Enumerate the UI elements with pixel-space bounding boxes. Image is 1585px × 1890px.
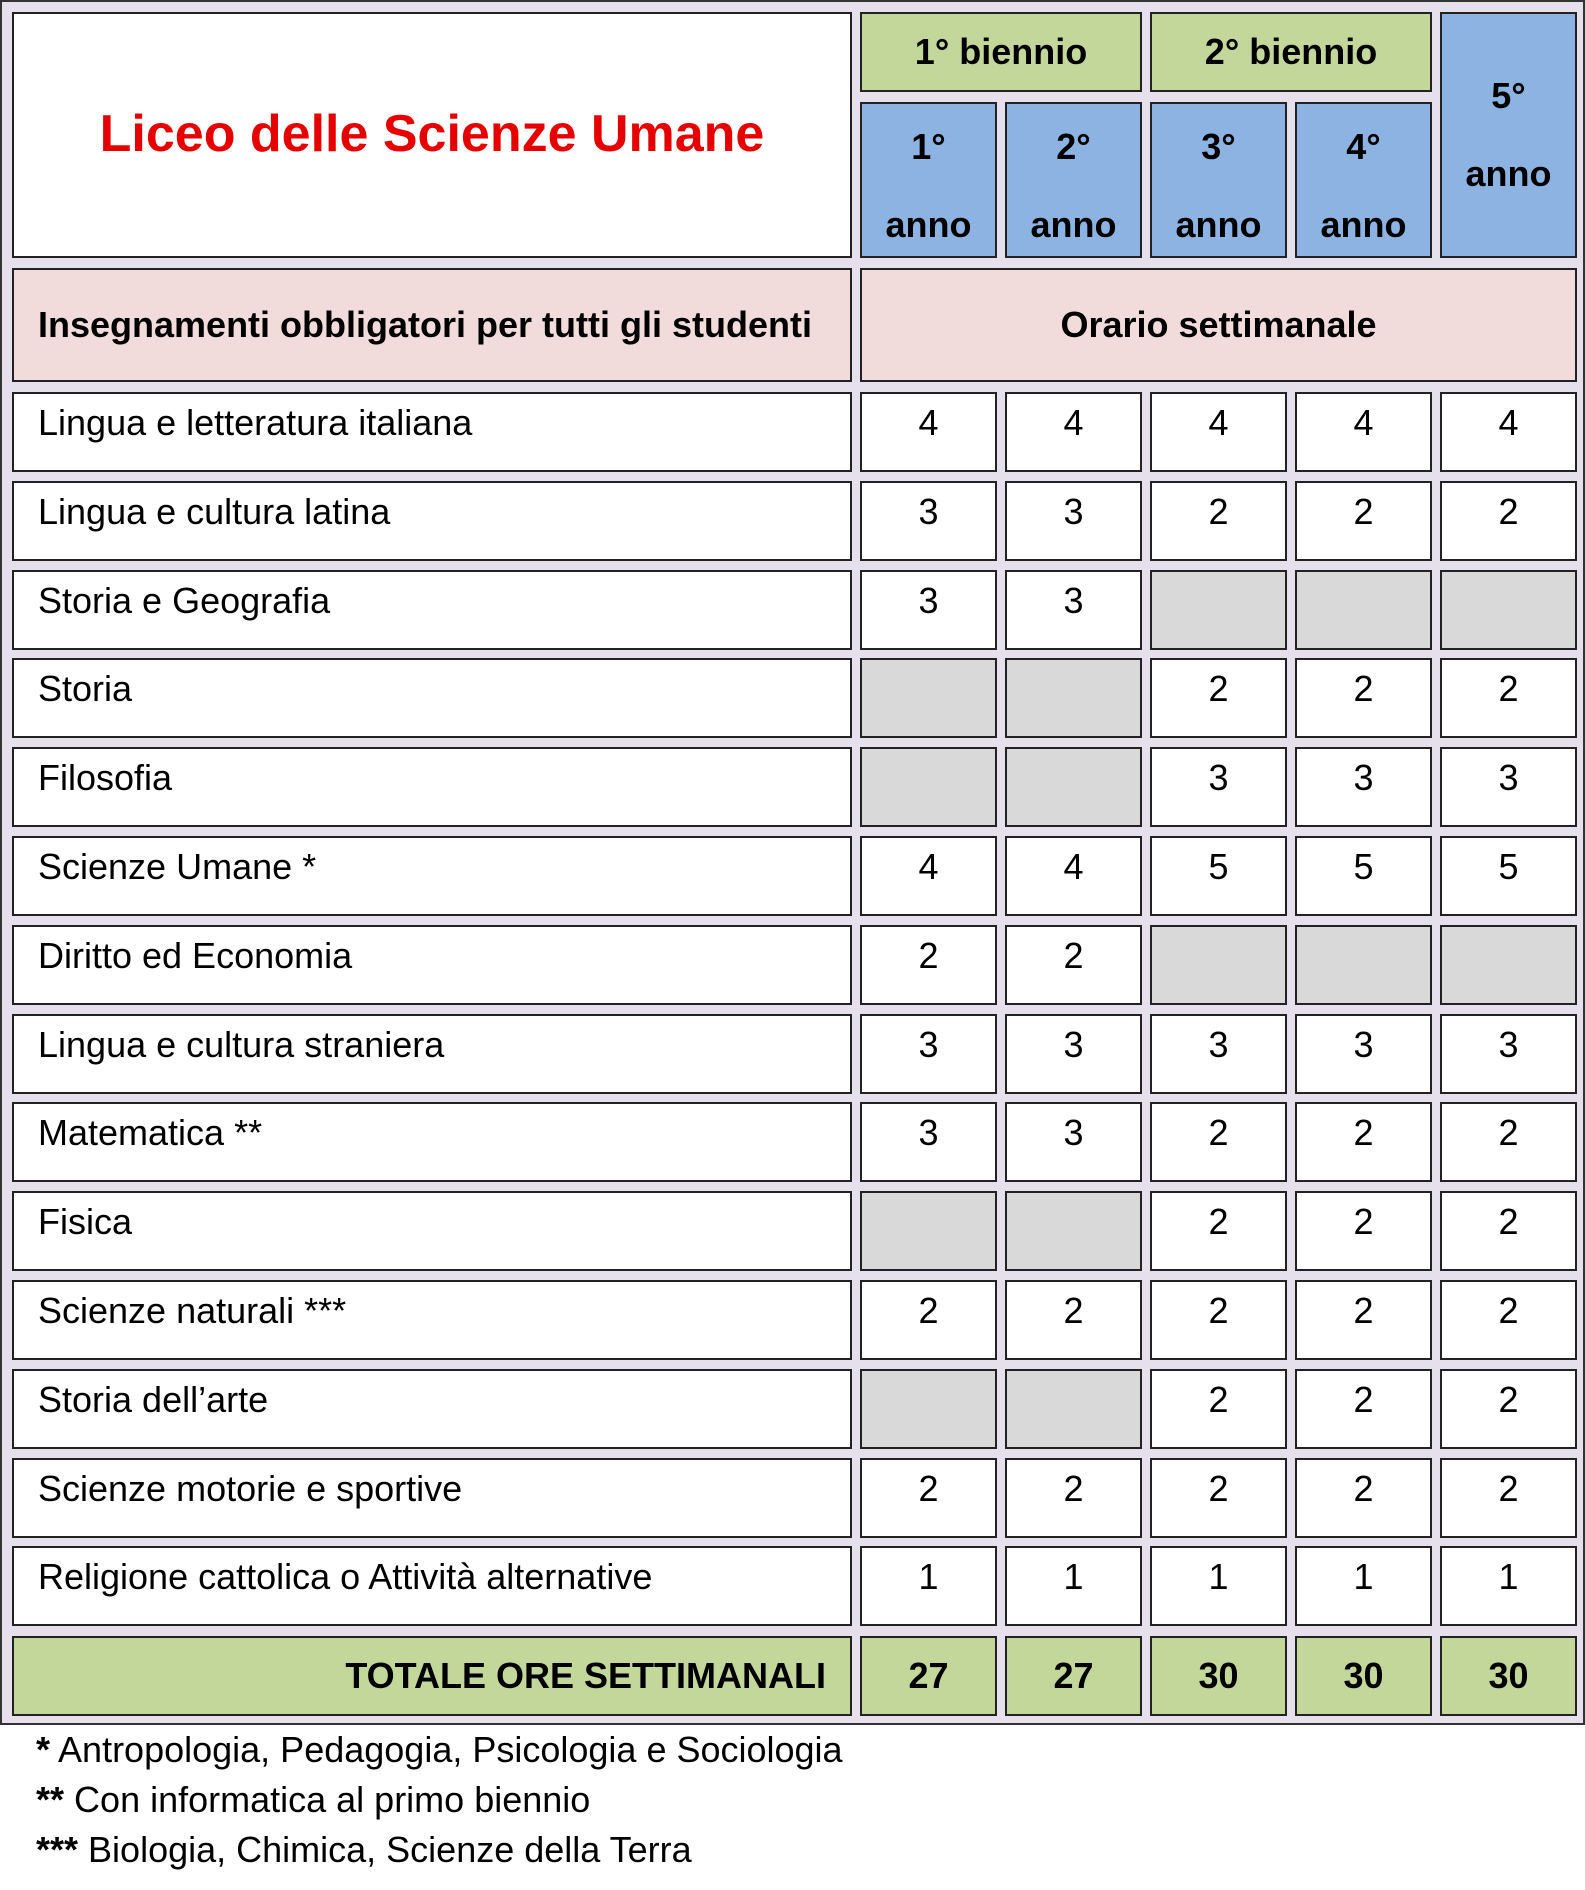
empty-hours-cell: [1005, 1369, 1142, 1449]
hours-cell: 2: [1295, 1191, 1432, 1271]
footnote-1-text: Antropologia, Pedagogia, Psicologia e Sociologia: [58, 1729, 843, 1770]
hours-cell: 2: [1150, 1458, 1287, 1538]
subjects-header: Insegnamenti obbligatori per tutti gli studenti: [12, 268, 852, 382]
hours-cell: 5: [1150, 836, 1287, 916]
empty-hours-cell: [1440, 570, 1577, 650]
footnote-2: [36, 1778, 590, 1821]
hours-cell: 2: [1295, 1280, 1432, 1360]
footnote-2-text: Con informatica al primo biennio: [74, 1779, 591, 1820]
total-year-3: 30: [1150, 1636, 1287, 1716]
hours-cell: 3: [860, 481, 997, 561]
year-4-number: 4°: [1346, 126, 1381, 167]
footnote-3-text: Biologia, Chimica, Scienze della Terra: [88, 1829, 692, 1870]
hours-cell: 3: [1150, 1014, 1287, 1094]
subject-name: Scienze naturali ***: [12, 1280, 852, 1360]
hours-cell: 2: [1005, 1458, 1142, 1538]
hours-cell: 2: [1150, 1191, 1287, 1271]
hours-cell: 4: [1150, 392, 1287, 472]
hours-cell: 2: [1440, 481, 1577, 561]
empty-hours-cell: [1440, 925, 1577, 1005]
hours-cell: 2: [1295, 1369, 1432, 1449]
hours-cell: 4: [1440, 392, 1577, 472]
year-5-number: 5°: [1491, 75, 1526, 116]
footnote-1-mark: *: [36, 1729, 51, 1770]
empty-hours-cell: [1005, 658, 1142, 738]
footnote-1: [36, 1728, 843, 1771]
hours-cell: 3: [1440, 1014, 1577, 1094]
hours-cell: 4: [1005, 392, 1142, 472]
subject-name: Matematica **: [12, 1102, 852, 1182]
hours-cell: 3: [1005, 1102, 1142, 1182]
year-2-header: [1005, 102, 1142, 258]
subject-name: Religione cattolica o Attività alternative: [12, 1546, 852, 1626]
year-5-label: anno: [1465, 153, 1552, 194]
hours-cell: 2: [1295, 1458, 1432, 1538]
empty-hours-cell: [1150, 925, 1287, 1005]
empty-hours-cell: [1295, 570, 1432, 650]
year-5-header: [1440, 12, 1577, 258]
hours-cell: 2: [1150, 1369, 1287, 1449]
subject-name: Scienze Umane *: [12, 836, 852, 916]
year-1-number: 1°: [911, 126, 946, 167]
subject-name: Storia: [12, 658, 852, 738]
hours-cell: 3: [860, 570, 997, 650]
year-3-number: 3°: [1201, 126, 1236, 167]
empty-hours-cell: [1005, 1191, 1142, 1271]
schedule-header: Orario settimanale: [860, 268, 1577, 382]
hours-cell: 2: [860, 1280, 997, 1360]
hours-cell: 2: [1005, 925, 1142, 1005]
hours-cell: 2: [860, 1458, 997, 1538]
hours-cell: 4: [1295, 392, 1432, 472]
hours-cell: 2: [1440, 1102, 1577, 1182]
subject-name: Lingua e cultura straniera: [12, 1014, 852, 1094]
hours-cell: 2: [1150, 1280, 1287, 1360]
subject-name: Lingua e cultura latina: [12, 481, 852, 561]
hours-cell: 4: [860, 392, 997, 472]
hours-cell: 1: [860, 1546, 997, 1626]
empty-hours-cell: [1295, 925, 1432, 1005]
year-2-number: 2°: [1056, 126, 1091, 167]
hours-cell: 4: [1005, 836, 1142, 916]
footnote-3-mark: ***: [36, 1829, 79, 1870]
empty-hours-cell: [860, 1191, 997, 1271]
subject-name: Storia e Geografia: [12, 570, 852, 650]
total-year-5: 30: [1440, 1636, 1577, 1716]
hours-cell: 2: [1295, 658, 1432, 738]
year-1-label: anno: [885, 204, 972, 245]
hours-cell: 4: [860, 836, 997, 916]
empty-hours-cell: [860, 658, 997, 738]
total-label: TOTALE ORE SETTIMANALI: [12, 1636, 852, 1716]
hours-cell: 3: [860, 1014, 997, 1094]
total-year-2: 27: [1005, 1636, 1142, 1716]
hours-cell: 3: [1005, 481, 1142, 561]
hours-cell: 1: [1295, 1546, 1432, 1626]
hours-cell: 3: [1295, 747, 1432, 827]
biennio-1-header: 1° biennio: [860, 12, 1142, 92]
biennio-2-header: 2° biennio: [1150, 12, 1432, 92]
hours-cell: 2: [1150, 658, 1287, 738]
empty-hours-cell: [860, 747, 997, 827]
hours-cell: 5: [1440, 836, 1577, 916]
year-1-header: [860, 102, 997, 258]
subject-name: Lingua e letteratura italiana: [12, 392, 852, 472]
hours-cell: 3: [1295, 1014, 1432, 1094]
total-year-1: 27: [860, 1636, 997, 1716]
year-4-label: anno: [1320, 204, 1407, 245]
hours-cell: 3: [1005, 570, 1142, 650]
hours-cell: 3: [860, 1102, 997, 1182]
footnote-2-mark: **: [36, 1779, 65, 1820]
hours-cell: 2: [1150, 481, 1287, 561]
hours-cell: 5: [1295, 836, 1432, 916]
subject-name: Filosofia: [12, 747, 852, 827]
hours-cell: 2: [860, 925, 997, 1005]
hours-cell: 2: [1005, 1280, 1142, 1360]
hours-cell: 1: [1150, 1546, 1287, 1626]
hours-cell: 2: [1150, 1102, 1287, 1182]
subject-name: Diritto ed Economia: [12, 925, 852, 1005]
hours-cell: 3: [1005, 1014, 1142, 1094]
footnote-3: [36, 1828, 692, 1871]
total-year-4: 30: [1295, 1636, 1432, 1716]
hours-cell: 3: [1150, 747, 1287, 827]
year-2-label: anno: [1030, 204, 1117, 245]
year-3-header: [1150, 102, 1287, 258]
school-title: Liceo delle Scienze Umane: [12, 12, 852, 258]
subject-name: Storia dell’arte: [12, 1369, 852, 1449]
empty-hours-cell: [1005, 747, 1142, 827]
hours-cell: 2: [1295, 1102, 1432, 1182]
year-4-header: [1295, 102, 1432, 258]
subject-name: Scienze motorie e sportive: [12, 1458, 852, 1538]
hours-cell: 1: [1440, 1546, 1577, 1626]
hours-cell: 2: [1440, 1458, 1577, 1538]
year-3-label: anno: [1175, 204, 1262, 245]
empty-hours-cell: [1150, 570, 1287, 650]
hours-cell: 2: [1440, 658, 1577, 738]
hours-cell: 3: [1440, 747, 1577, 827]
hours-cell: 1: [1005, 1546, 1142, 1626]
hours-cell: 2: [1440, 1280, 1577, 1360]
empty-hours-cell: [860, 1369, 997, 1449]
subject-name: Fisica: [12, 1191, 852, 1271]
hours-cell: 2: [1440, 1369, 1577, 1449]
hours-cell: 2: [1440, 1191, 1577, 1271]
hours-cell: 2: [1295, 481, 1432, 561]
